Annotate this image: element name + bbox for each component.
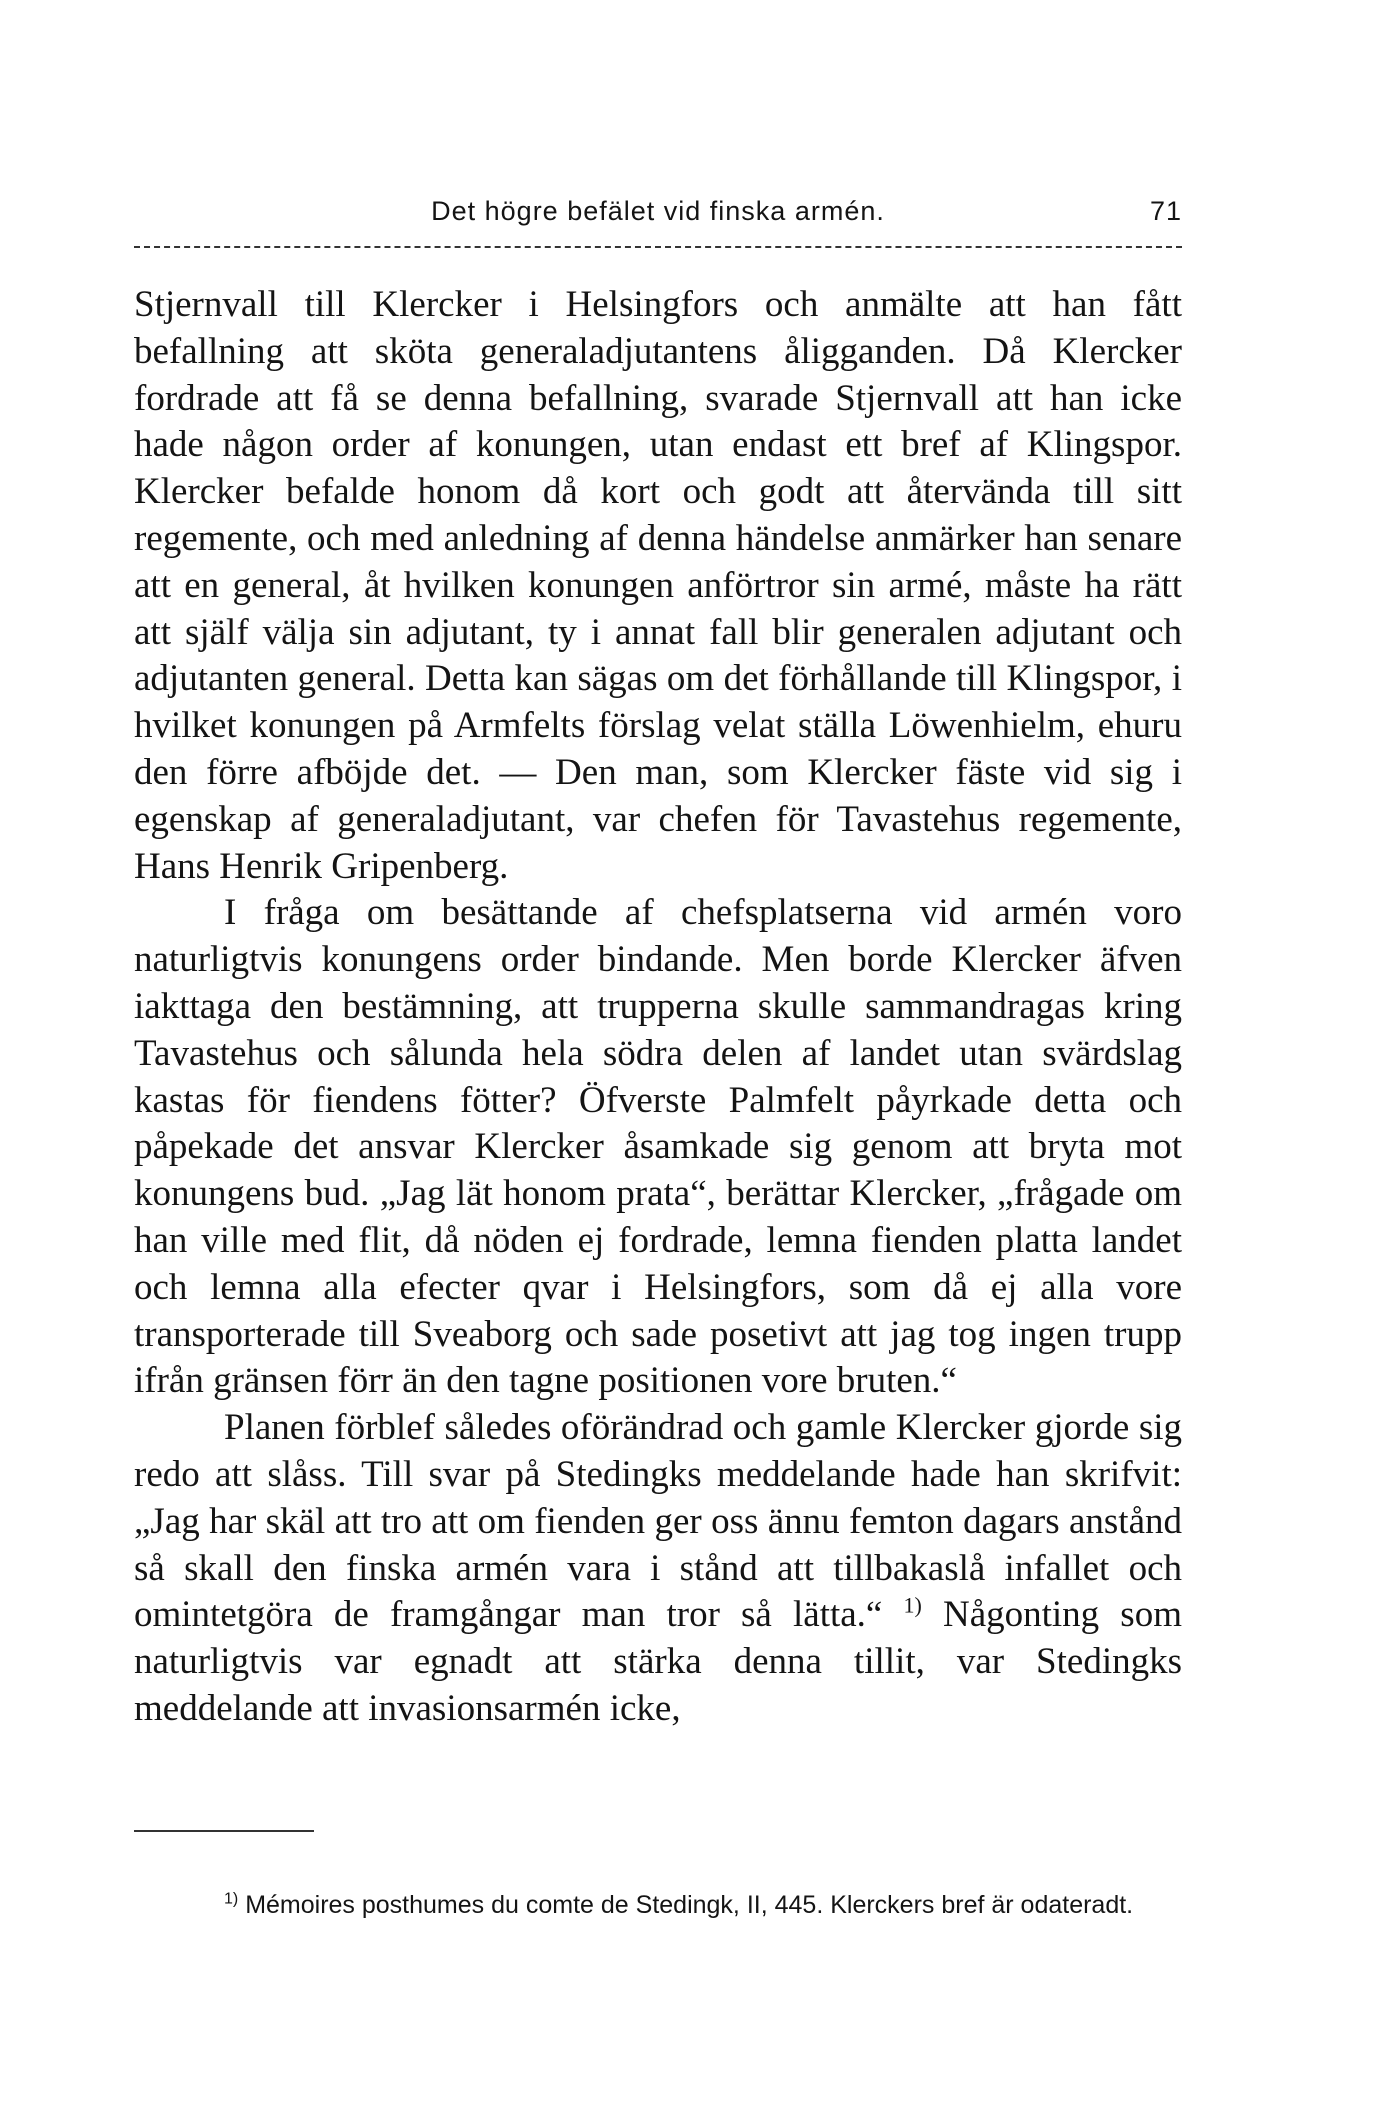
header-rule — [134, 246, 1182, 248]
footnote-reference: 1) — [903, 1592, 922, 1618]
body-text — [134, 282, 1182, 1733]
footnote-text: Mémoires posthumes du comte de Stedingk, II, 445. Klerckers bref är odateradt. — [245, 1891, 1134, 1919]
footnote — [134, 1885, 1182, 1926]
footnote-rule — [134, 1830, 314, 1832]
paragraph-3 — [134, 1405, 1182, 1733]
paragraph-1: Stjernvall till Klercker i Helsingfors och anmälte att han fått befallning att sköta generaladjutantens åligganden. Då Klercker fordrade att få se denna befallning, svarade Stjernvall att han icke hade någon order af konungen, utan endast ett bref af Klingspor. Klercker befalde honom då kort och godt att återvända till sitt regemente, och med anledning af denna händelse anmärker han senare att en general, åt hvilken konungen anförtror sin armé, måste ha rätt att själf välja sin adjutant, ty i annat fall blir generalen adjutant och adjutanten general. Detta kan sägas om det förhållande till Klingspor, i hvilket konungen på Armfelts förslag velat ställa Löwenhielm, ehuru den förre afböjde det. — Den man, som Klercker fäste vid sig i egenskap af generaladjutant, var chefen för Tavastehus regemente, Hans Henrik Gripenberg. — [134, 284, 1182, 887]
paragraph-2: I fråga om besättande af chefsplatserna vid armén voro naturligtvis konungens order bindande. Men borde Klercker äfven iakttaga den bestämning, att trupperna skulle sammandragas kring Tavastehus och sålunda hela södra delen af landet utan svärdslag kastas för fiendens fötter? Öfverste Palmfelt påyrkade detta och påpekade det ansvar Klercker åsamkade sig genom att bryta mot konungens bud. „Jag lät honom prata“, berättar Klercker, „frågade om han ville med flit, då nöden ej fordrade, lemna fienden platta landet och lemna alla efecter qvar i Helsingfors, som då ej alla vore transporterade till Sveaborg och sade posetivt att jag tog ingen trupp ifrån gränsen förr än den tagne positionen vore bruten.“ — [134, 892, 1182, 1402]
running-title: Det högre befälet vid finska armén. — [431, 196, 885, 226]
paragraph-3-text-before-ref: Planen förblef således oförändrad och gamle Klercker gjorde sig redo att slåss. Till svar på Stedingks meddelande hade han skrifvit: „Jag har skäl att tro att om fienden ger oss ännu femton dagars anstånd så skall den finska armén vara i stånd att tillbakaslå infallet och omintetgöra de framgångar man tror så lätta.“ — [134, 1407, 1182, 1636]
page-number: 71 — [1149, 196, 1182, 226]
running-head — [134, 196, 1182, 242]
paragraph-3-text-after-ref: Någonting som naturligtvis var egnadt att stärka denna tillit, var Stedingks meddelande att invasionsarmén icke, — [134, 1594, 1182, 1729]
footnote-mark: 1) — [224, 1890, 239, 1908]
